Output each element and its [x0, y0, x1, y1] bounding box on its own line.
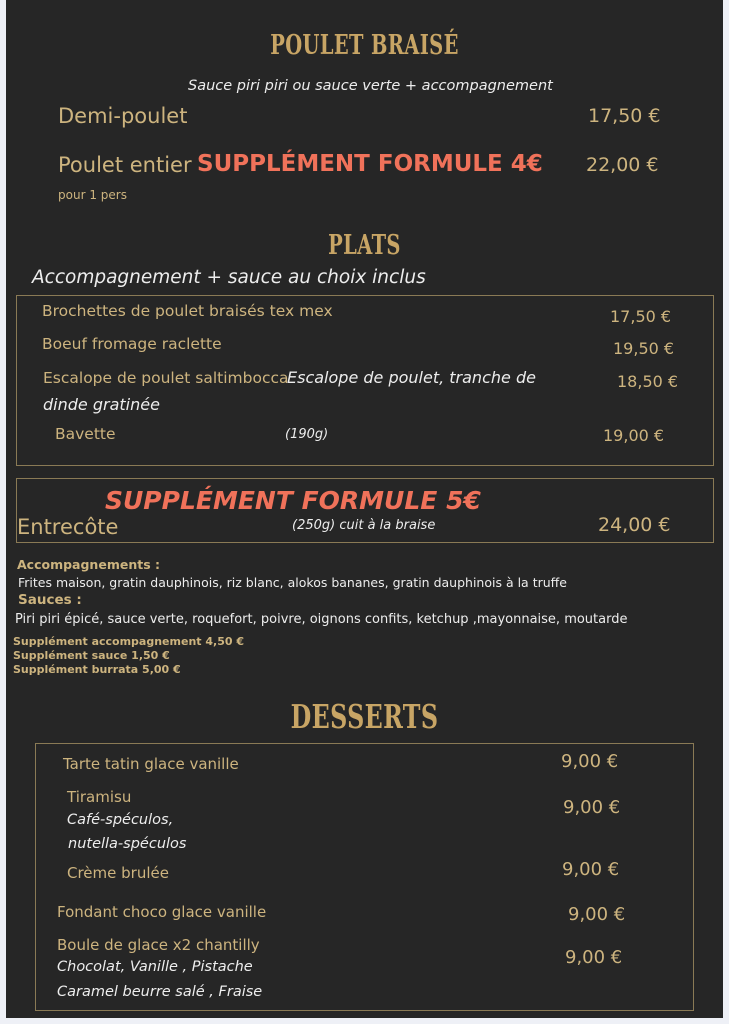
item-desc-escalope-2: dinde gratinée — [43, 395, 160, 414]
dessert-desc-tiramisu-1: Café-spéculos, — [67, 812, 174, 828]
item-name-boeuf: Boeuf fromage raclette — [42, 335, 222, 353]
plats-subtitle: Accompagnement + sauce au choix inclus — [32, 267, 426, 288]
section-title-desserts: DESSERTS — [290, 697, 439, 736]
dessert-name-creme-brulee: Crème brulée — [67, 864, 169, 882]
dessert-price-creme-brulee: 9,00 € — [562, 859, 620, 880]
item-desc-entrecote: (250g) cuit à la braise — [292, 518, 436, 533]
section-title-poulet: POULET BRAISÉ — [270, 30, 459, 61]
item-desc-bavette: (190g) — [285, 427, 329, 442]
dessert-name-fondant: Fondant choco glace vanille — [57, 903, 267, 921]
supplement-burrata: Supplément burrata 5,00 € — [13, 663, 181, 676]
supplement-formule-4: SUPPLÉMENT FORMULE 4€ — [197, 151, 543, 177]
sauces-label: Sauces : — [18, 592, 82, 608]
accompagnements-list: Frites maison, gratin dauphinois, riz blanc, alokos bananes, gratin dauphinois à la truffe — [18, 575, 567, 590]
item-price-boeuf: 19,50 € — [613, 339, 675, 358]
dessert-price-fondant: 9,00 € — [568, 904, 626, 925]
dessert-price-boule-glace: 9,00 € — [565, 947, 623, 968]
section-title-plats: PLATS — [328, 230, 401, 261]
dessert-name-boule-glace: Boule de glace x2 chantilly — [57, 936, 260, 954]
item-name-brochettes: Brochettes de poulet braisés tex mex — [42, 302, 333, 320]
dessert-name-tarte-tatin: Tarte tatin glace vanille — [63, 755, 239, 773]
dessert-desc-boule-glace-1: Chocolat, Vanille , Pistache — [57, 959, 253, 975]
supplement-accompagnement: Supplément accompagnement 4,50 € — [13, 635, 244, 648]
item-price-brochettes: 17,50 € — [610, 307, 672, 326]
dessert-desc-boule-glace-2: Caramel beurre salé , Fraise — [57, 984, 263, 1000]
item-price-entrecote: 24,00 € — [598, 514, 671, 536]
item-name-bavette: Bavette — [55, 425, 116, 443]
item-name-entrecote: Entrecôte — [17, 515, 119, 539]
dessert-price-tiramisu: 9,00 € — [563, 797, 621, 818]
item-price-bavette: 19,00 € — [603, 426, 665, 445]
dessert-name-tiramisu: Tiramisu — [67, 788, 132, 806]
accompagnements-label: Accompagnements : — [17, 557, 160, 572]
menu-page — [6, 0, 723, 1018]
item-price-demi-poulet: 17,50 € — [588, 105, 661, 127]
supplement-formule-5: SUPPLÉMENT FORMULE 5€ — [105, 486, 481, 515]
item-name-demi-poulet: Demi-poulet — [58, 104, 188, 128]
item-note-poulet-entier: pour 1 pers — [58, 188, 127, 202]
item-price-escalope: 18,50 € — [617, 372, 679, 391]
item-desc-escalope-1: Escalope de poulet, tranche de — [287, 368, 536, 387]
sauces-list: Piri piri épicé, sauce verte, roquefort, poivre, oignons confits, ketchup ,mayonnaise, moutarde — [15, 612, 628, 627]
item-name-escalope: Escalope de poulet saltimbocca — [43, 369, 289, 387]
dessert-price-tarte-tatin: 9,00 € — [561, 751, 619, 772]
supplement-sauce: Supplément sauce 1,50 € — [13, 649, 170, 662]
dessert-desc-tiramisu-2: nutella-spéculos — [68, 836, 187, 852]
item-price-poulet-entier: 22,00 € — [586, 154, 659, 176]
poulet-subtitle: Sauce piri piri ou sauce verte + accompagnement — [188, 78, 553, 94]
item-name-poulet-entier: Poulet entier — [58, 153, 192, 177]
